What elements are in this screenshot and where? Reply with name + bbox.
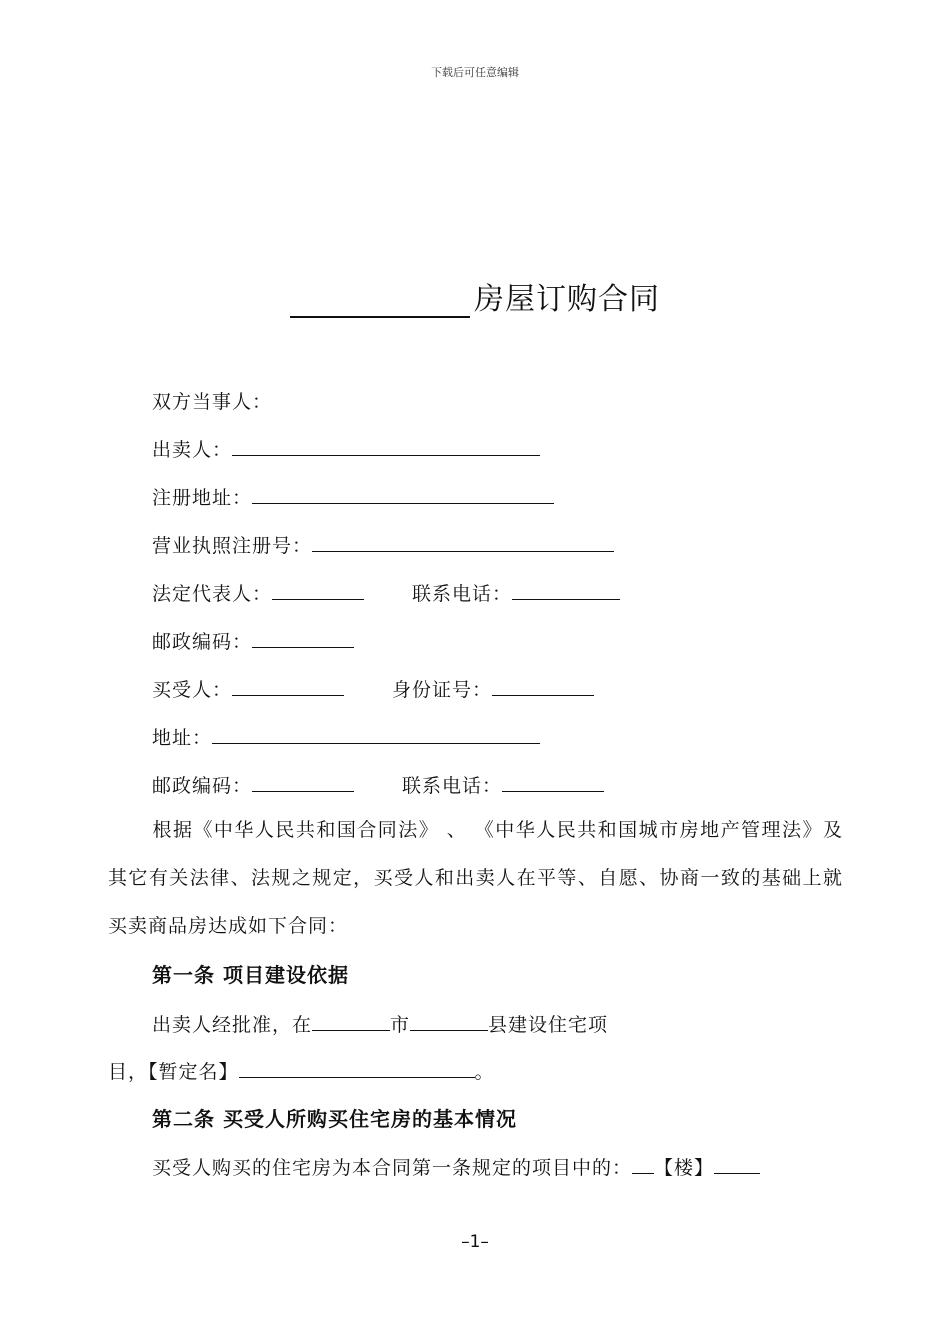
buyer-phone-label: 联系电话： bbox=[402, 775, 503, 797]
article1-title: 第一条 项目建设依据 bbox=[152, 963, 349, 987]
article1-line2-a: 目，【暂定名】 bbox=[108, 1061, 239, 1083]
parties-label: 双方当事人： bbox=[152, 391, 273, 413]
article1-line2-b: 。 bbox=[474, 1061, 495, 1083]
buyer-label: 买受人： bbox=[152, 679, 233, 701]
buyer-postcode-line bbox=[152, 771, 604, 798]
buyer-blank[interactable] bbox=[232, 677, 344, 696]
id-blank[interactable] bbox=[492, 677, 594, 696]
legal-rep-blank[interactable] bbox=[272, 581, 364, 600]
article1-line1-c: 县建设住宅项 bbox=[488, 1014, 609, 1036]
city-blank[interactable] bbox=[312, 1012, 390, 1031]
buyer-postcode-label: 邮政编码： bbox=[152, 775, 253, 797]
legal-rep-line bbox=[152, 579, 620, 606]
title-text: 房屋订购合同 bbox=[474, 282, 660, 317]
building-number-blank[interactable] bbox=[714, 1155, 760, 1174]
project-name-blank[interactable] bbox=[239, 1059, 475, 1078]
seller-phone-blank[interactable] bbox=[512, 581, 620, 600]
basis-paragraph bbox=[108, 806, 843, 950]
license-blank[interactable] bbox=[312, 533, 614, 552]
address-blank[interactable] bbox=[212, 725, 540, 744]
parties-line bbox=[152, 387, 272, 414]
id-label: 身份证号： bbox=[392, 679, 493, 701]
buyer-phone-blank[interactable] bbox=[502, 773, 604, 792]
title-blank bbox=[290, 286, 470, 318]
page-number: –1– bbox=[461, 1232, 489, 1252]
license-label: 营业执照注册号： bbox=[152, 535, 313, 557]
header-note: 下载后可任意编辑 bbox=[431, 66, 519, 79]
reg-address-label: 注册地址： bbox=[152, 487, 253, 509]
seller-postcode-label: 邮政编码： bbox=[152, 631, 253, 653]
article1-line1 bbox=[152, 1010, 608, 1037]
address-line bbox=[152, 723, 540, 750]
basis-text: 根据《中华人民共和国合同法》 、 《中华人民共和国城市房地产管理法》及其它有关法律、法规之规定，买受人和出卖人在平等、自愿、协商一致的基础上就买卖商品房达成如下合同： bbox=[108, 819, 843, 937]
article2-line bbox=[152, 1153, 760, 1180]
article2-line-b: 【楼】 bbox=[654, 1157, 715, 1179]
article1-line1-a: 出卖人经批准，在 bbox=[152, 1014, 313, 1036]
seller-line bbox=[152, 435, 540, 462]
legal-rep-label: 法定代表人： bbox=[152, 583, 273, 605]
reg-address-blank[interactable] bbox=[252, 485, 554, 504]
article1-line1-b: 市 bbox=[390, 1014, 411, 1036]
seller-postcode-blank[interactable] bbox=[252, 629, 354, 648]
buyer-line bbox=[152, 675, 594, 702]
article2-title: 第二条 买受人所购买住宅房的基本情况 bbox=[152, 1107, 517, 1131]
document-title bbox=[0, 274, 950, 318]
license-line bbox=[152, 531, 614, 558]
address-label: 地址： bbox=[152, 727, 213, 749]
building-blank[interactable] bbox=[632, 1155, 654, 1174]
reg-address-line bbox=[152, 483, 554, 510]
seller-postcode-line bbox=[152, 627, 354, 654]
article2-line-a: 买受人购买的住宅房为本合同第一条规定的项目中的： bbox=[152, 1157, 633, 1179]
seller-phone-label: 联系电话： bbox=[412, 583, 513, 605]
article1-line2 bbox=[108, 1057, 495, 1084]
buyer-postcode-blank[interactable] bbox=[252, 773, 354, 792]
county-blank[interactable] bbox=[410, 1012, 488, 1031]
seller-blank[interactable] bbox=[232, 437, 540, 456]
seller-label: 出卖人： bbox=[152, 439, 233, 461]
